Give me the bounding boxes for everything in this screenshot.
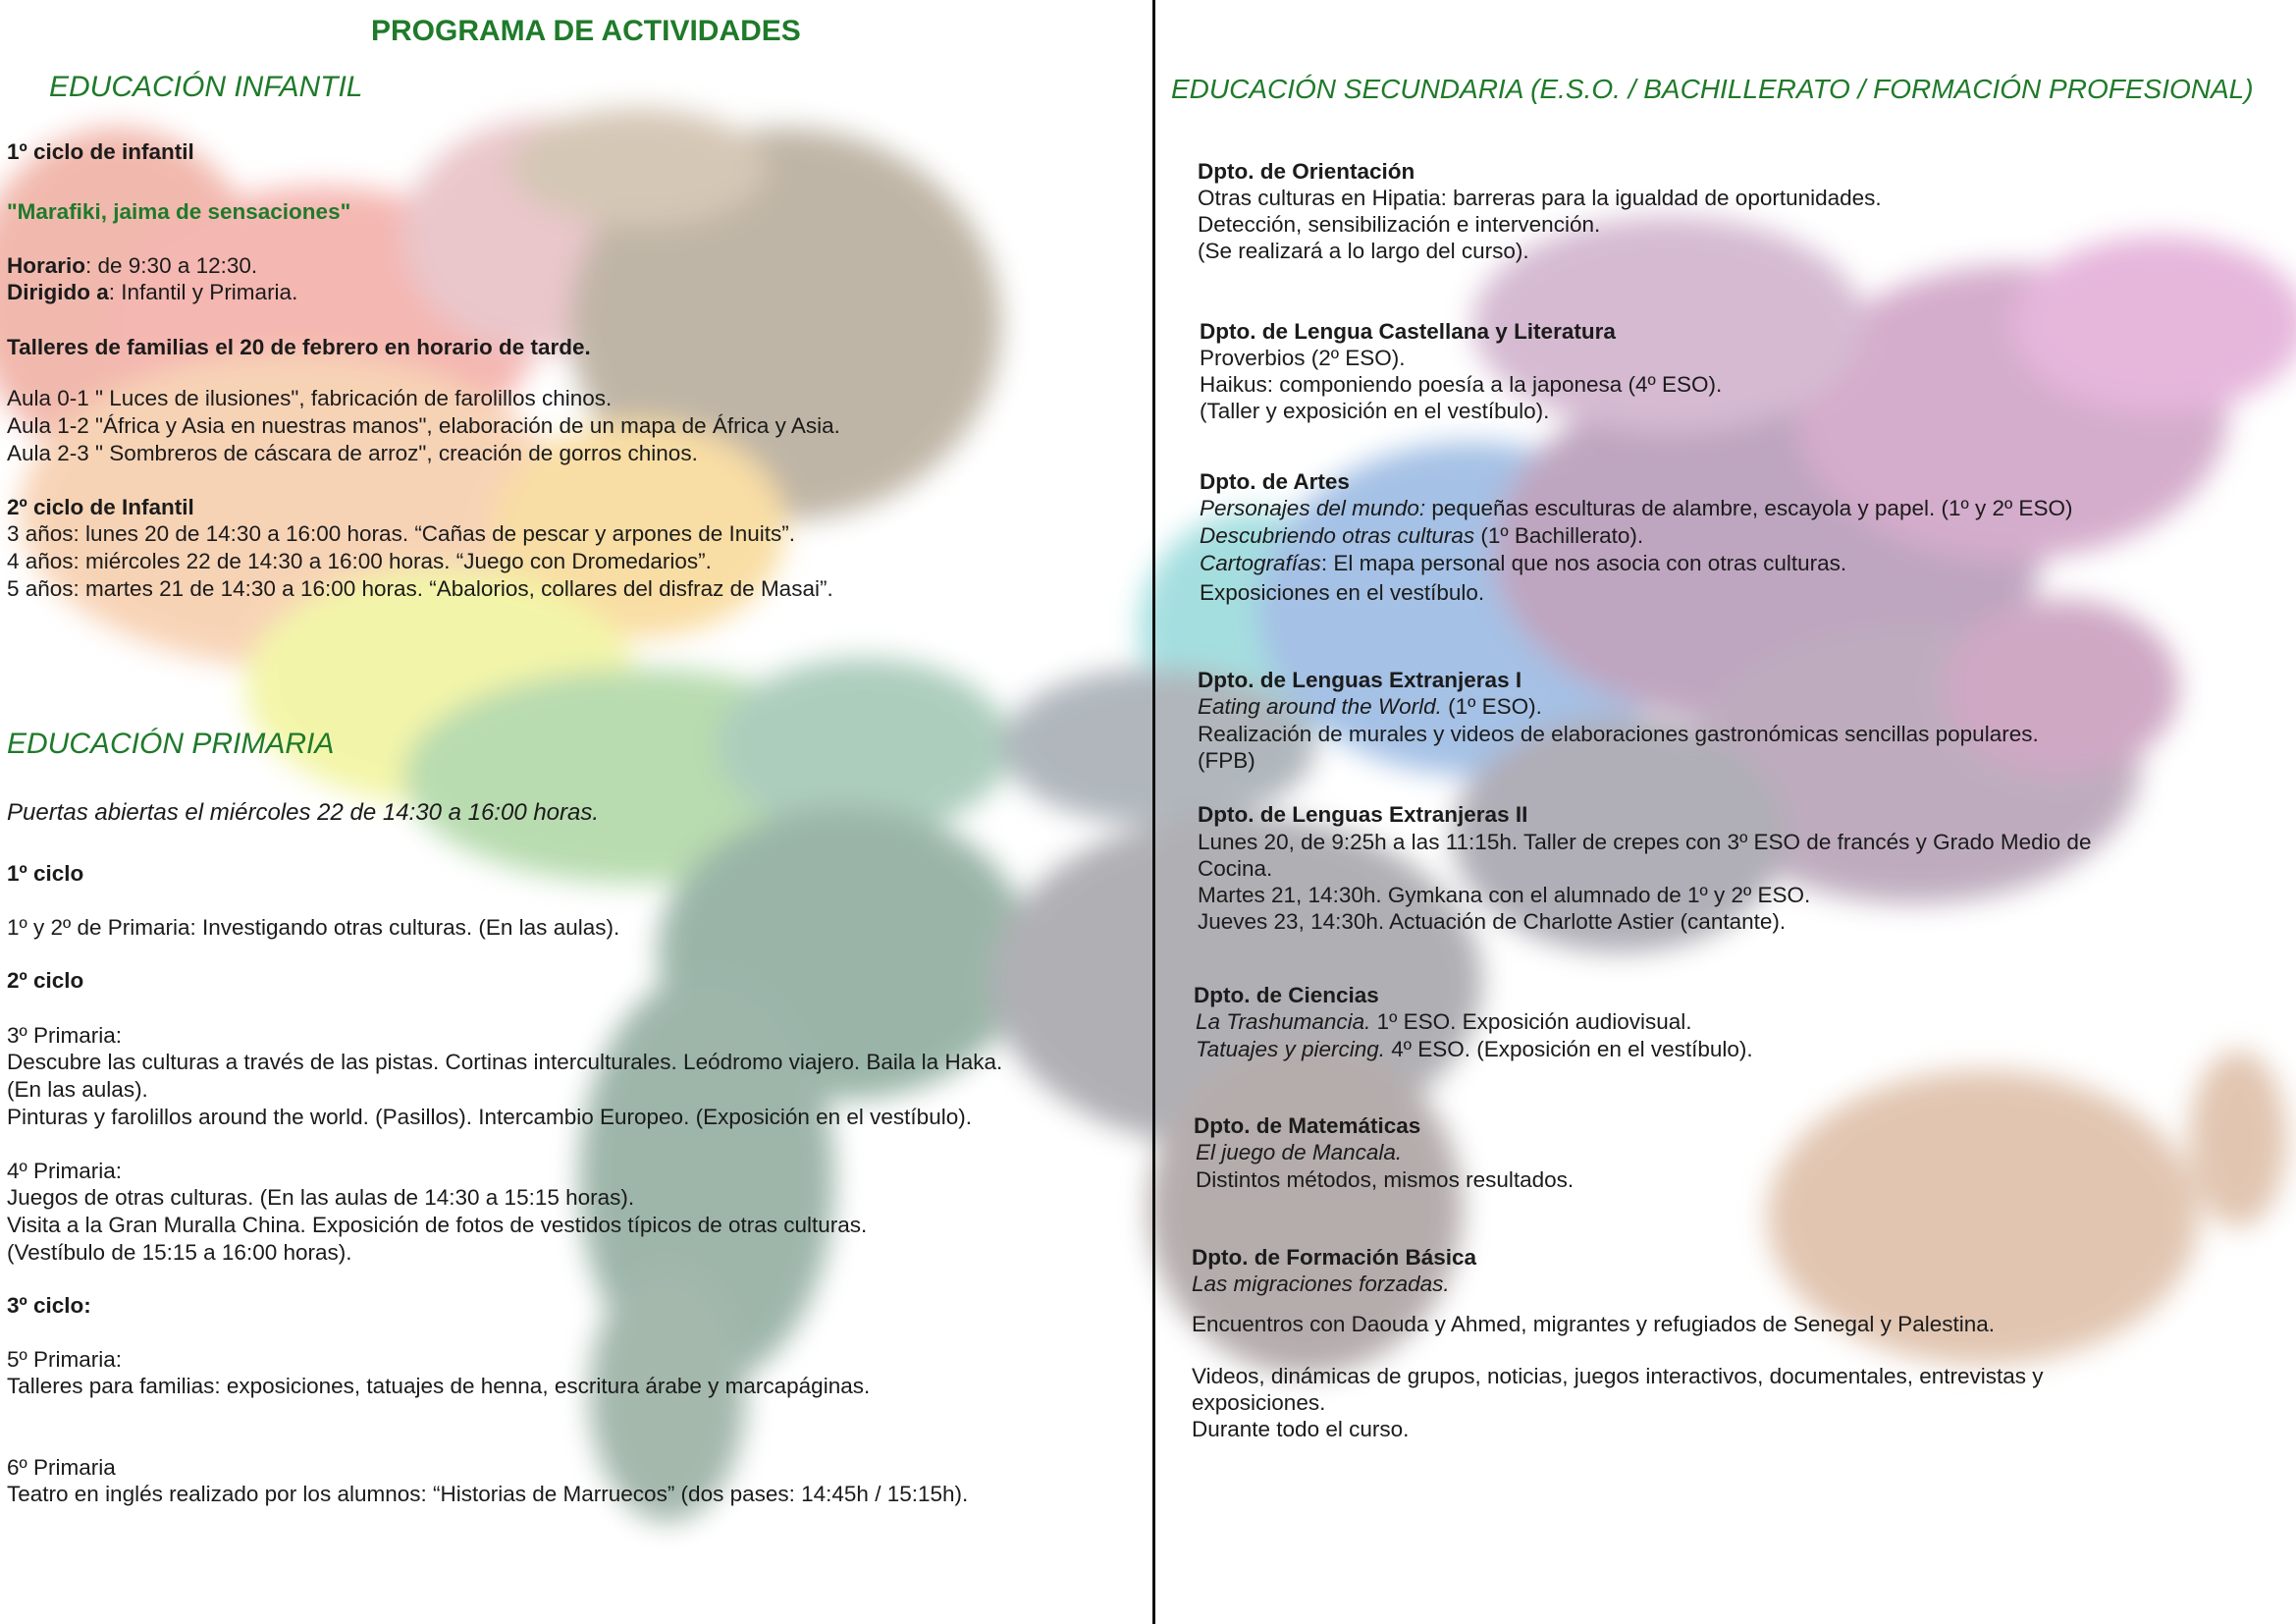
aula-0-1: Aula 0-1 " Luces de ilusiones", fabricación de farolillos chinos. <box>7 386 613 410</box>
primaria-6-title: 6º Primaria <box>7 1455 116 1480</box>
artes-line-1-italic: Personajes del mundo: <box>1200 496 1426 520</box>
primaria-ciclo2-title: 2º ciclo <box>7 968 84 993</box>
infantil-horario <box>7 252 257 279</box>
primaria-4-line-1: Juegos de otras culturas. (En las aulas de 14:30 a 15:15 horas). <box>7 1185 635 1210</box>
ciclo2-5-anos: 5 años: martes 21 de 14:30 a 16:00 horas. “Abalorios, collares del disfraz de Masai”. <box>7 576 833 601</box>
secundaria-heading: EDUCACIÓN SECUNDARIA (E.S.O. / BACHILLERATO / FORMACIÓN PROFESIONAL) <box>1171 74 2254 104</box>
ciencias-line-1 <box>1196 1008 1692 1035</box>
primaria-heading: EDUCACIÓN PRIMARIA <box>7 728 335 760</box>
extranjeras1-line-2: Realización de murales y videos de elaboraciones gastronómicas sencillas populares. <box>1198 722 2039 746</box>
basica-line-2: Encuentros con Daouda y Ahmed, migrantes y refugiados de Senegal y Palestina. <box>1192 1312 1995 1336</box>
extranjeras1-line-1 <box>1198 693 1542 720</box>
lengua-line-1: Proverbios (2º ESO). <box>1200 346 1406 370</box>
ciencias-line-2-rest: 4º ESO. (Exposición en el vestíbulo). <box>1385 1037 1753 1061</box>
primaria-4-line-2: Visita a la Gran Muralla China. Exposición de fotos de vestidos típicos de otras culturas. <box>7 1213 868 1237</box>
artes-line-1-rest: pequeñas esculturas de alambre, escayola y papel. (1º y 2º ESO) <box>1425 496 2073 520</box>
extranjeras1-title: Dpto. de Lenguas Extranjeras I <box>1198 668 1522 692</box>
aula-2-3: Aula 2-3 " Sombreros de cáscara de arroz", creación de gorros chinos. <box>7 441 698 465</box>
orientacion-title: Dpto. de Orientación <box>1198 159 1415 184</box>
dirigido-value: : Infantil y Primaria. <box>108 280 298 304</box>
ciencias-line-1-italic: La Trashumancia. <box>1196 1009 1371 1034</box>
lengua-line-3: (Taller y exposición en el vestíbulo). <box>1200 399 1550 423</box>
primaria-5-title: 5º Primaria: <box>7 1347 122 1372</box>
center-divider-line <box>1152 0 1155 1624</box>
basica-line-3: Videos, dinámicas de grupos, noticias, juegos interactivos, documentales, entrevistas y <box>1192 1364 2044 1388</box>
ciencias-line-2-italic: Tatuajes y piercing. <box>1196 1037 1386 1061</box>
lengua-line-2: Haikus: componiendo poesía a la japonesa (4º ESO). <box>1200 372 1723 397</box>
basica-title: Dpto. de Formación Básica <box>1192 1245 1477 1270</box>
primaria-5-text: Talleres para familias: exposiciones, tatuajes de henna, escritura árabe y marcapáginas. <box>7 1374 871 1398</box>
basica-line-1: Las migraciones forzadas. <box>1192 1272 1450 1296</box>
primaria-ciclo1-text: 1º y 2º de Primaria: Investigando otras culturas. (En las aulas). <box>7 915 620 940</box>
primaria-3-line-1: Descubre las culturas a través de las pistas. Cortinas interculturales. Leódromo viajero. Baila la Haka. <box>7 1050 1003 1074</box>
matematicas-title: Dpto. de Matemáticas <box>1194 1113 1421 1138</box>
primaria-4-line-3: (Vestíbulo de 15:15 a 16:00 horas). <box>7 1240 352 1265</box>
extranjeras2-line-1: Lunes 20, de 9:25h a las 11:15h. Taller de crepes con 3º ESO de francés y Grado Medio de <box>1198 830 2092 854</box>
orientacion-line-1: Otras culturas en Hipatia: barreras para la igualdad de oportunidades. <box>1198 186 1882 210</box>
infantil-ciclo2-title: 2º ciclo de Infantil <box>7 495 194 519</box>
extranjeras1-line-1-italic: Eating around the World. <box>1198 694 1442 719</box>
ciencias-title: Dpto. de Ciencias <box>1194 983 1379 1007</box>
primaria-ciclo3-title: 3º ciclo: <box>7 1293 91 1318</box>
artes-line-1 <box>1200 495 2072 521</box>
ciencias-line-1-rest: 1º ESO. Exposición audiovisual. <box>1370 1009 1692 1034</box>
orientacion-line-3: (Se realizará a lo largo del curso). <box>1198 239 1529 263</box>
extranjeras2-line-4: Jueves 23, 14:30h. Actuación de Charlotte Astier (cantante). <box>1198 909 1787 934</box>
infantil-dirigido <box>7 279 297 305</box>
orientacion-line-2: Detección, sensibilización e intervención. <box>1198 212 1601 237</box>
program-title: PROGRAMA DE ACTIVIDADES <box>371 15 801 47</box>
primaria-ciclo1-title: 1º ciclo <box>7 861 84 886</box>
basica-line-5: Durante todo el curso. <box>1192 1417 1410 1441</box>
basica-line-4: exposiciones. <box>1192 1390 1326 1415</box>
artes-line-2-italic: Descubriendo otras culturas <box>1200 523 1475 548</box>
infantil-talleres: Talleres de familias el 20 de febrero en horario de tarde. <box>7 335 591 359</box>
primaria-6-text: Teatro en inglés realizado por los alumnos: “Historias de Marruecos” (dos pases: 14:45h / 15:15h). <box>7 1482 969 1506</box>
primaria-3-title: 3º Primaria: <box>7 1023 122 1048</box>
infantil-heading: EDUCACIÓN INFANTIL <box>49 71 363 103</box>
lengua-title: Dpto. de Lengua Castellana y Literatura <box>1200 319 1616 344</box>
ciclo2-3-anos: 3 años: lunes 20 de 14:30 a 16:00 horas. “Cañas de pescar y arpones de Inuits”. <box>7 521 796 546</box>
artes-line-3 <box>1200 550 1846 576</box>
extranjeras2-line-2: Cocina. <box>1198 856 1273 881</box>
primaria-puertas-abiertas: Puertas abiertas el miércoles 22 de 14:30 a 16:00 horas. <box>7 799 600 826</box>
artes-line-4: Exposiciones en el vestíbulo. <box>1200 580 1485 605</box>
extranjeras1-line-1-rest: (1º ESO). <box>1441 694 1542 719</box>
infantil-ciclo1-title: 1º ciclo de infantil <box>7 139 194 164</box>
ciclo2-4-anos: 4 años: miércoles 22 de 14:30 a 16:00 horas. “Juego con Dromedarios”. <box>7 549 712 573</box>
artes-line-2 <box>1200 522 1643 549</box>
extranjeras2-title: Dpto. de Lenguas Extranjeras II <box>1198 802 1528 827</box>
dirigido-label: Dirigido a <box>7 280 109 304</box>
infantil-project-title: "Marafiki, jaima de sensaciones" <box>7 199 351 224</box>
artes-line-2-rest: (1º Bachillerato). <box>1474 523 1644 548</box>
primaria-4-title: 4º Primaria: <box>7 1159 122 1183</box>
matematicas-line-1: El juego de Mancala. <box>1196 1140 1403 1164</box>
matematicas-line-2: Distintos métodos, mismos resultados. <box>1196 1167 1575 1192</box>
aula-1-2: Aula 1-2 "África y Asia en nuestras manos", elaboración de un mapa de África y Asia. <box>7 413 840 438</box>
primaria-3-line-3: Pinturas y farolillos around the world. (Pasillos). Intercambio Europeo. (Exposición en el vestíbulo). <box>7 1105 972 1129</box>
artes-title: Dpto. de Artes <box>1200 469 1350 494</box>
extranjeras1-line-3: (FPB) <box>1198 748 1255 773</box>
ciencias-line-2 <box>1196 1036 1753 1062</box>
horario-value: : de 9:30 a 12:30. <box>85 253 258 278</box>
artes-line-3-italic: Cartografías <box>1200 551 1321 575</box>
artes-line-3-rest: : El mapa personal que nos asocia con otras culturas. <box>1320 551 1847 575</box>
primaria-3-line-2: (En las aulas). <box>7 1077 148 1102</box>
extranjeras2-line-3: Martes 21, 14:30h. Gymkana con el alumnado de 1º y 2º ESO. <box>1198 883 1811 907</box>
horario-label: Horario <box>7 253 86 278</box>
